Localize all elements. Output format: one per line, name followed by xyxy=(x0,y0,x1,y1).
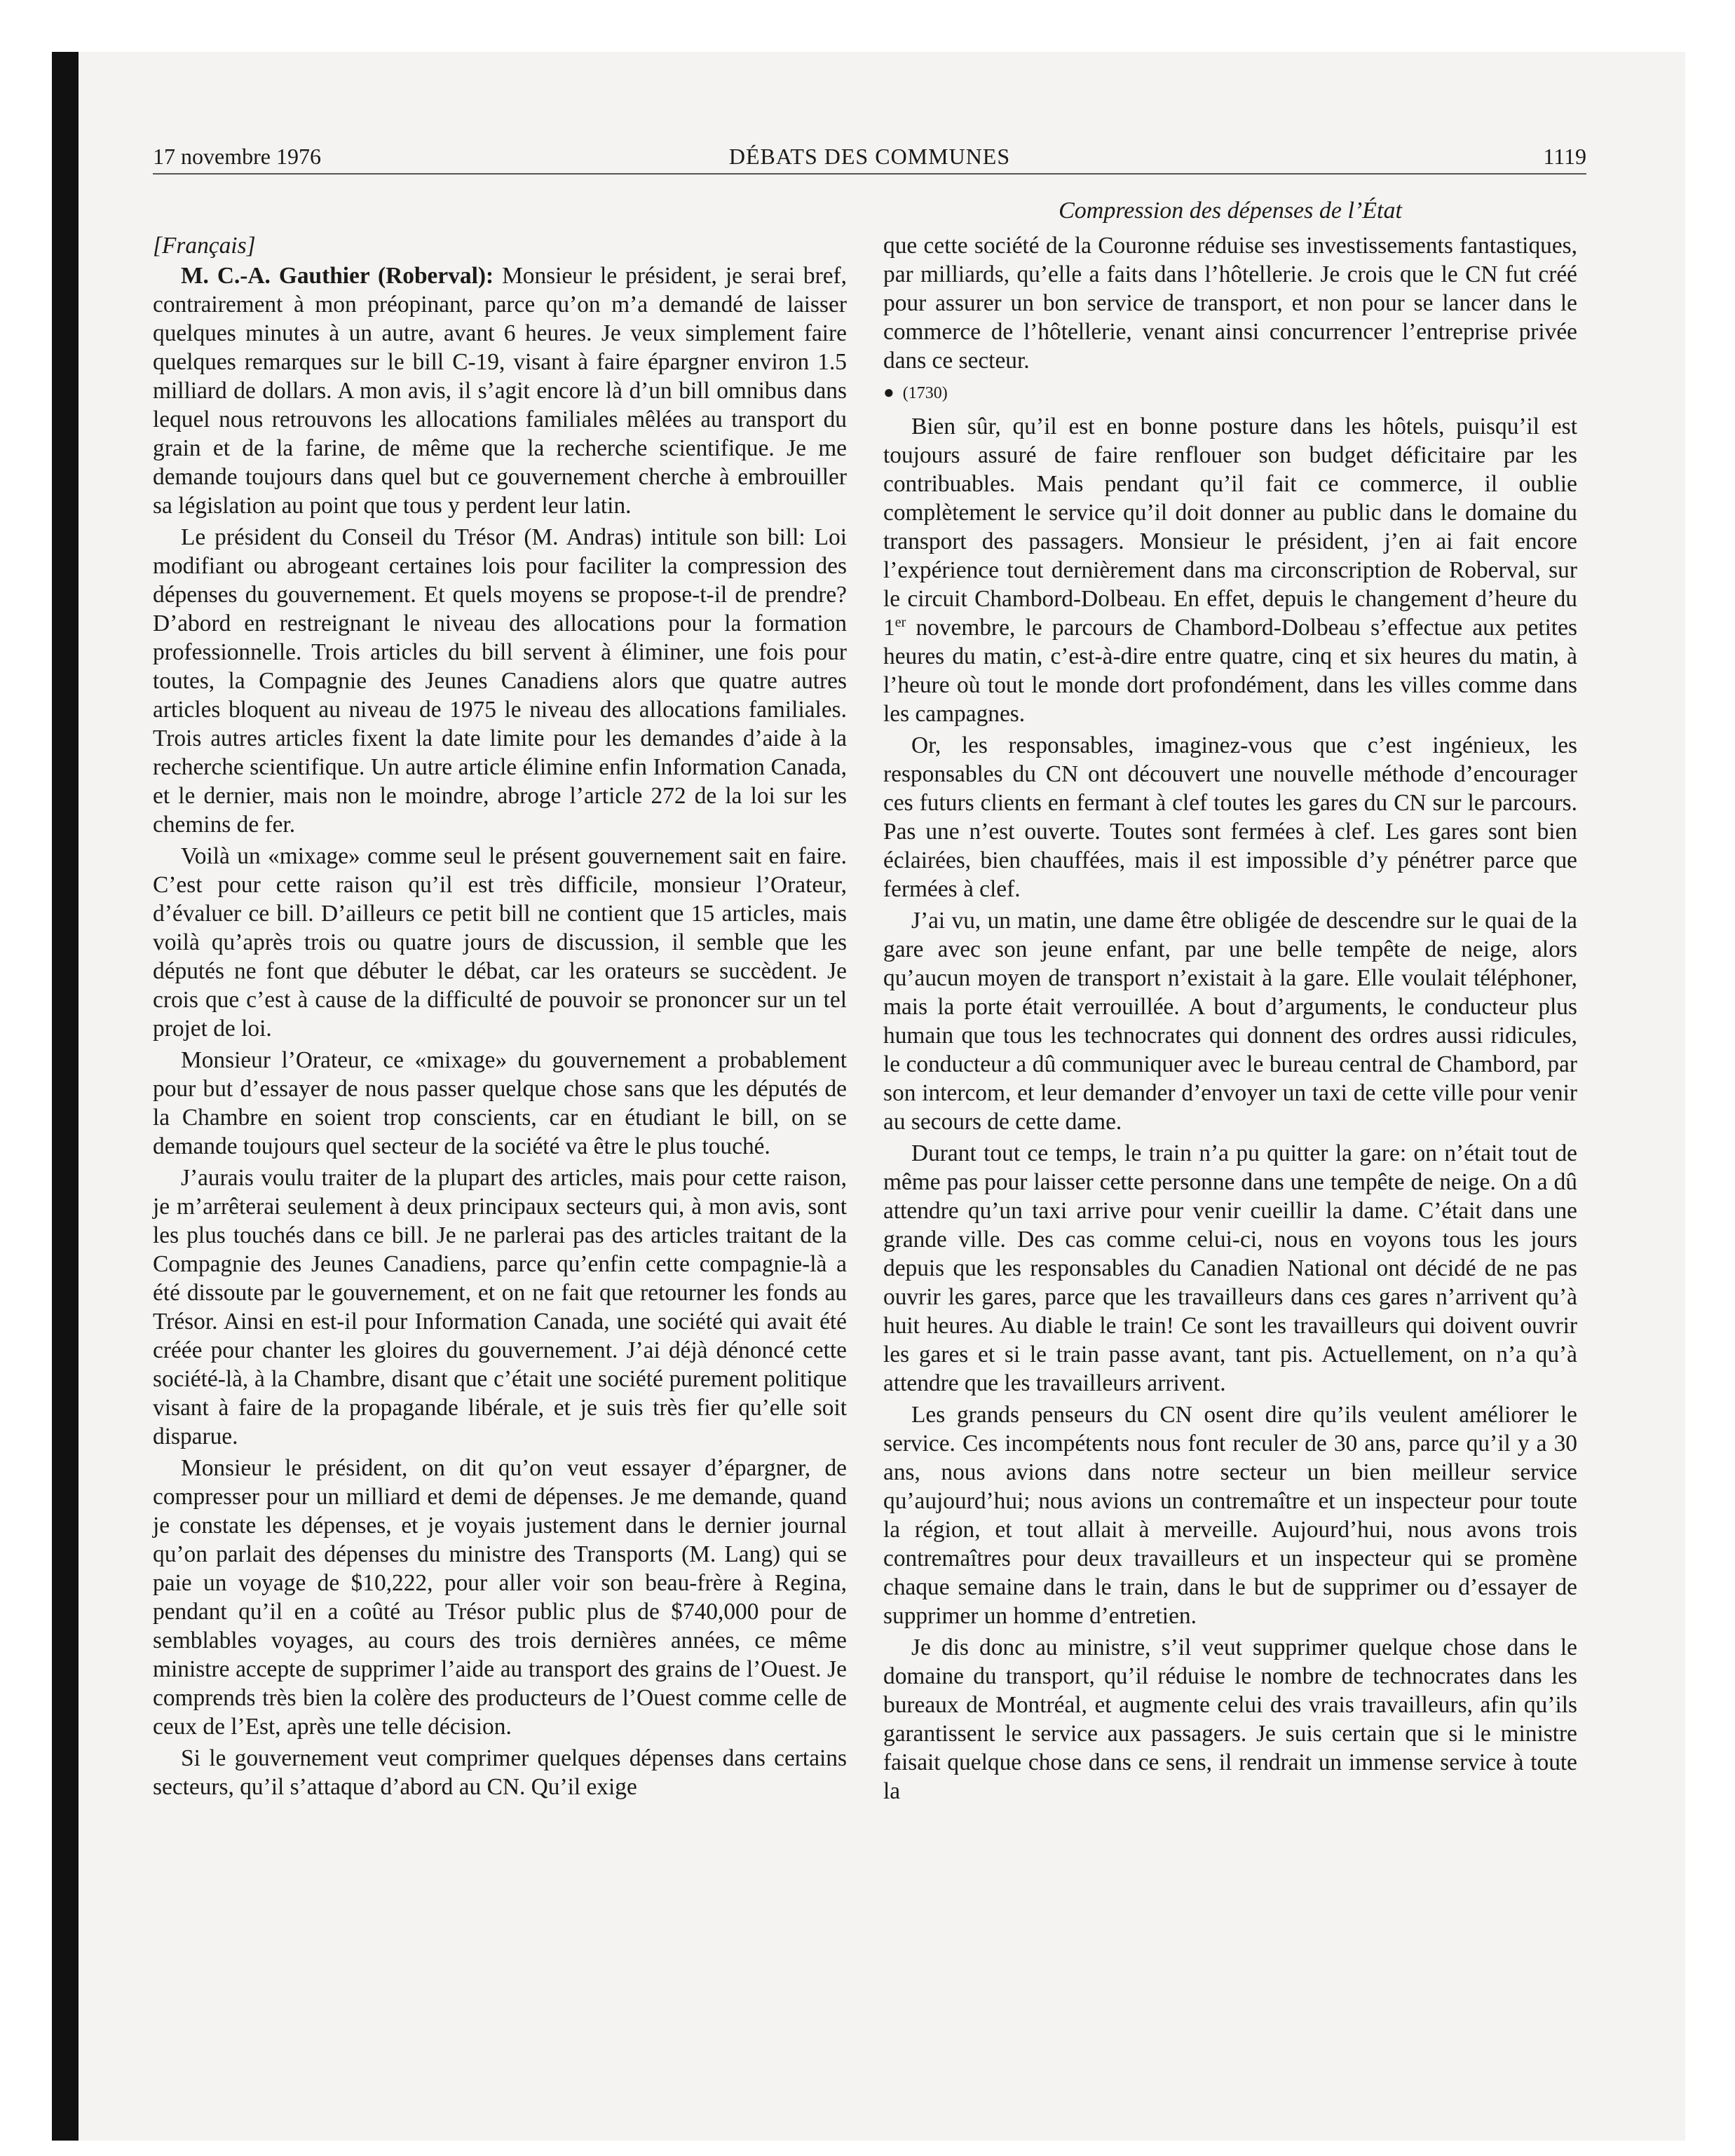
speech-paragraph: Monsieur le président, on dit qu’on veut essayer d’épargner, de compresser pour un milliard et demi de dépenses. Je me demande, quand je constate les dépenses, et je voyais justement dans le dernier journal qu’on parlait des dépenses du ministre des Transports (M. Lang) qui se paie un voyage de $10,222, pour aller voir son beau-frère à Regina, pendant qu’il en a coûté au Trésor public plus de $740,000 pour de semblables voyages, au cours des trois dernières années, ce même ministre accepte de supprimer l’aide au transport des grains de l’Ouest. Je comprends très bien la colère des producteurs de l’Ouest comme celle de ceux de l’Est, après une telle décision. xyxy=(153,1455,847,1740)
speech-text: novembre, le parcours de Chambord-Dolbeau s’effectue aux petites heures du matin, c’est-à-dire entre quatre, cinq et six heures du matin, à l’heure où tout le monde dort profondément, dans les villes comme dans les campagnes. xyxy=(883,615,1577,727)
speech-paragraph xyxy=(883,412,1577,728)
speech-paragraph: J’aurais voulu traiter de la plupart des articles, mais pour cette raison, je m’arrêterai seulement à deux principaux secteurs qui, à mon avis, sont les plus touchés dans ce bill. Je ne parlerai pas des articles traitant de la Compagnie des Jeunes Canadiens, parce qu’enfin cette compagnie-là a été dissoute par le gouvernement, et on ne fait que retourner les fonds au Trésor. Ainsi en est-il pour Information Canada, une société qui avait été créée pour chanter les gloires du gouvernement. J’ai déjà dénoncé cette société-là, à la Chambre, disant que c’était une société purement politique visant à faire de la propagande libérale, et je suis très fier qu’elle soit disparue. xyxy=(153,1165,847,1449)
right-column xyxy=(883,231,1577,1808)
bullet-icon: ● xyxy=(883,382,894,402)
section-title: Compression des dépenses de l’État xyxy=(1059,198,1402,224)
speech-paragraph: Voilà un «mixage» comme seul le présent gouvernement sait en faire. C’est pour cette raison qu’il est très difficile, monsieur l’Orateur, d’évaluer ce bill. D’ailleurs ce petit bill ne contient que 15 articles, mais voilà qu’après trois ou quatre jours de discussion, il semble que les députés ne font que débuter le débat, car les orateurs se succèdent. Je crois que c’est à cause de la difficulté de pouvoir se prononcer sur un tel projet de loi. xyxy=(153,843,847,1042)
header-page-number: 1119 xyxy=(1543,144,1586,169)
scan-border xyxy=(52,52,79,2141)
superscript: er xyxy=(894,614,906,630)
speech-paragraph: Je dis donc au ministre, s’il veut supprimer quelque chose dans le domaine du transport, qu’il réduise le nombre de technocrates dans les bureaux de Montréal, et augmente celui des vrais travailleurs, afin qu’ils garantissent le service aux passagers. Je suis certain que si le ministre faisait quelque chose dans ce sens, il rendrait un immense service à toute la xyxy=(883,1635,1577,1804)
header-title: DÉBATS DES COMMUNES xyxy=(728,144,1011,169)
time-marker xyxy=(883,378,1577,408)
speech-paragraph: Monsieur l’Orateur, ce «mixage» du gouvernement a probablement pour but d’essayer de nous passer quelque chose sans que les députés de la Chambre en soient trop conscients, car en étudiant le bill, on se demande toujours quel secteur de la société va être le plus touché. xyxy=(153,1047,847,1159)
speech-paragraph: J’ai vu, un matin, une dame être obligée de descendre sur le quai de la gare avec son jeune enfant, par une belle tempête de neige, alors qu’aucun moyen de transport n’existait à la gare. Elle voulait téléphoner, mais la porte était verrouillée. A bout d’arguments, le conducteur plus humain que tous les technocrates qui donnent des ordres aussi ridicules, le conducteur a dû communiquer avec le bureau central de Chambord, par son intercom, et leur demander d’envoyer un taxi de cette ville pour venir au secours de cette dame. xyxy=(883,908,1577,1135)
language-tag: [Français] xyxy=(153,233,256,259)
speech-paragraph: que cette société de la Couronne réduise ses investissements fantastiques, par milliards, qu’elle a faits dans l’hôtellerie. Je crois que le CN fut créé pour assurer un bon service de transport, et non pour se lancer dans le commerce de l’hôtellerie, venant ainsi concurrencer l’entreprise privée dans ce secteur. xyxy=(883,233,1577,374)
speech-text: Bien sûr, qu’il est en bonne posture dans les hôtels, puisqu’il est toujours assuré de faire renflouer son budget déficitaire par les contribuables. Mais pendant qu’il fait ce commerce, il oublie complètement le service qu’il doit donner au public dans le domaine du transport des passagers. Monsieur le président, j’en ai fait encore l’expérience tout dernièrement dans ma circonscription de Roberval, sur le circuit Chambord-Dolbeau. En effet, depuis le changement d’heure du 1 xyxy=(883,414,1577,641)
header-divider xyxy=(153,173,1586,175)
speech-paragraph: Durant tout ce temps, le train n’a pu quitter la gare: on n’était tout de même pas pour laisser cette personne dans une tempête de neige. On a dû attendre qu’un taxi arrive pour venir cueillir la dame. C’était dans une grande ville. Des cas comme celui-ci, nous en voyons tous les jours depuis que les responsables du Canadien National ont décidé de ne pas ouvrir les gares, parce que les travailleurs dans ces gares n’arrivent qu’à huit heures. Au diable le train! Ce sont les travailleurs qui doivent ouvrir les gares et si le train passe avant, tant pis. Actuellement, on n’a qu’à attendre que les travailleurs arrivent. xyxy=(883,1140,1577,1396)
speech-paragraph: Or, les responsables, imaginez-vous que c’est ingénieux, les responsables du CN ont découvert une nouvelle méthode d’encourager ces futurs clients en fermant à clef toutes les gares du CN sur le parcours. Pas une n’est ouverte. Toutes sont fermées à clef. Les gares sont bien éclairées, bien chauffées, mais il est impossible d’y pénétrer parce que fermées à clef. xyxy=(883,732,1577,902)
left-column xyxy=(153,231,847,1804)
speech-paragraph xyxy=(153,261,847,520)
speech-paragraph: Les grands penseurs du CN osent dire qu’ils veulent améliorer le service. Ces incompétents nous font reculer de 30 ans, parce qu’il y a 30 ans, nous avions dans notre secteur un bien meilleur service qu’aujourd’hui; nous avions un contremaître et un inspecteur pour toute la région, et tout allait à merveille. Aujourd’hui, nous avons trois contremaîtres pour deux travailleurs et un inspecteur qui se promène chaque semaine dans le train, dans le but de supprimer ou d’essayer de supprimer un homme d’entretien. xyxy=(883,1402,1577,1629)
speech-paragraph: Le président du Conseil du Trésor (M. Andras) intitule son bill: Loi modifiant ou abrogeant certaines lois pour faciliter la compression des dépenses du gouvernement. Et quels moyens se propose-t-il de prendre? D’abord en restreignant le niveau des allocations pour la formation professionnelle. Trois articles du bill servent à éliminer, une fois pour toutes, la Compagnie des Jeunes Canadiens alors que quatre autres articles bloquent au niveau de 1975 le niveau des allocations familiales. Trois autres articles fixent la date limite pour les demandes d’aide à la recherche scientifique. Un autre article élimine enfin Information Canada, et le dernier, mais non le moindre, abroge l’article 272 de la loi sur les chemins de fer. xyxy=(153,524,847,838)
header-date: 17 novembre 1976 xyxy=(153,144,321,169)
time-marker-text: (1730) xyxy=(902,384,948,402)
speaker-name: M. C.-A. Gauthier (Roberval): xyxy=(181,263,494,289)
speech-paragraph: Si le gouvernement veut comprimer quelques dépenses dans certains secteurs, qu’il s’attaque d’abord au CN. Qu’il exige xyxy=(153,1745,847,1800)
speech-text: Monsieur le président, je serai bref, contrairement à mon préopinant, parce qu’on m’a demandé de laisser quelques minutes à un autre, avant 6 heures. Je veux simplement faire quelques remarques sur le bill C-19, visant à faire épargner environ 1.5 milliard de dollars. A mon avis, il s’agit encore là d’un bill omnibus dans lequel nous retrouvons les allocations familiales mêlées au transport du grain et de la farine, de même que la recherche scientifique. Je me demande toujours dans quel but ce gouvernement cherche à embrouiller sa législation au point que tous y perdent leur latin. xyxy=(153,263,847,519)
